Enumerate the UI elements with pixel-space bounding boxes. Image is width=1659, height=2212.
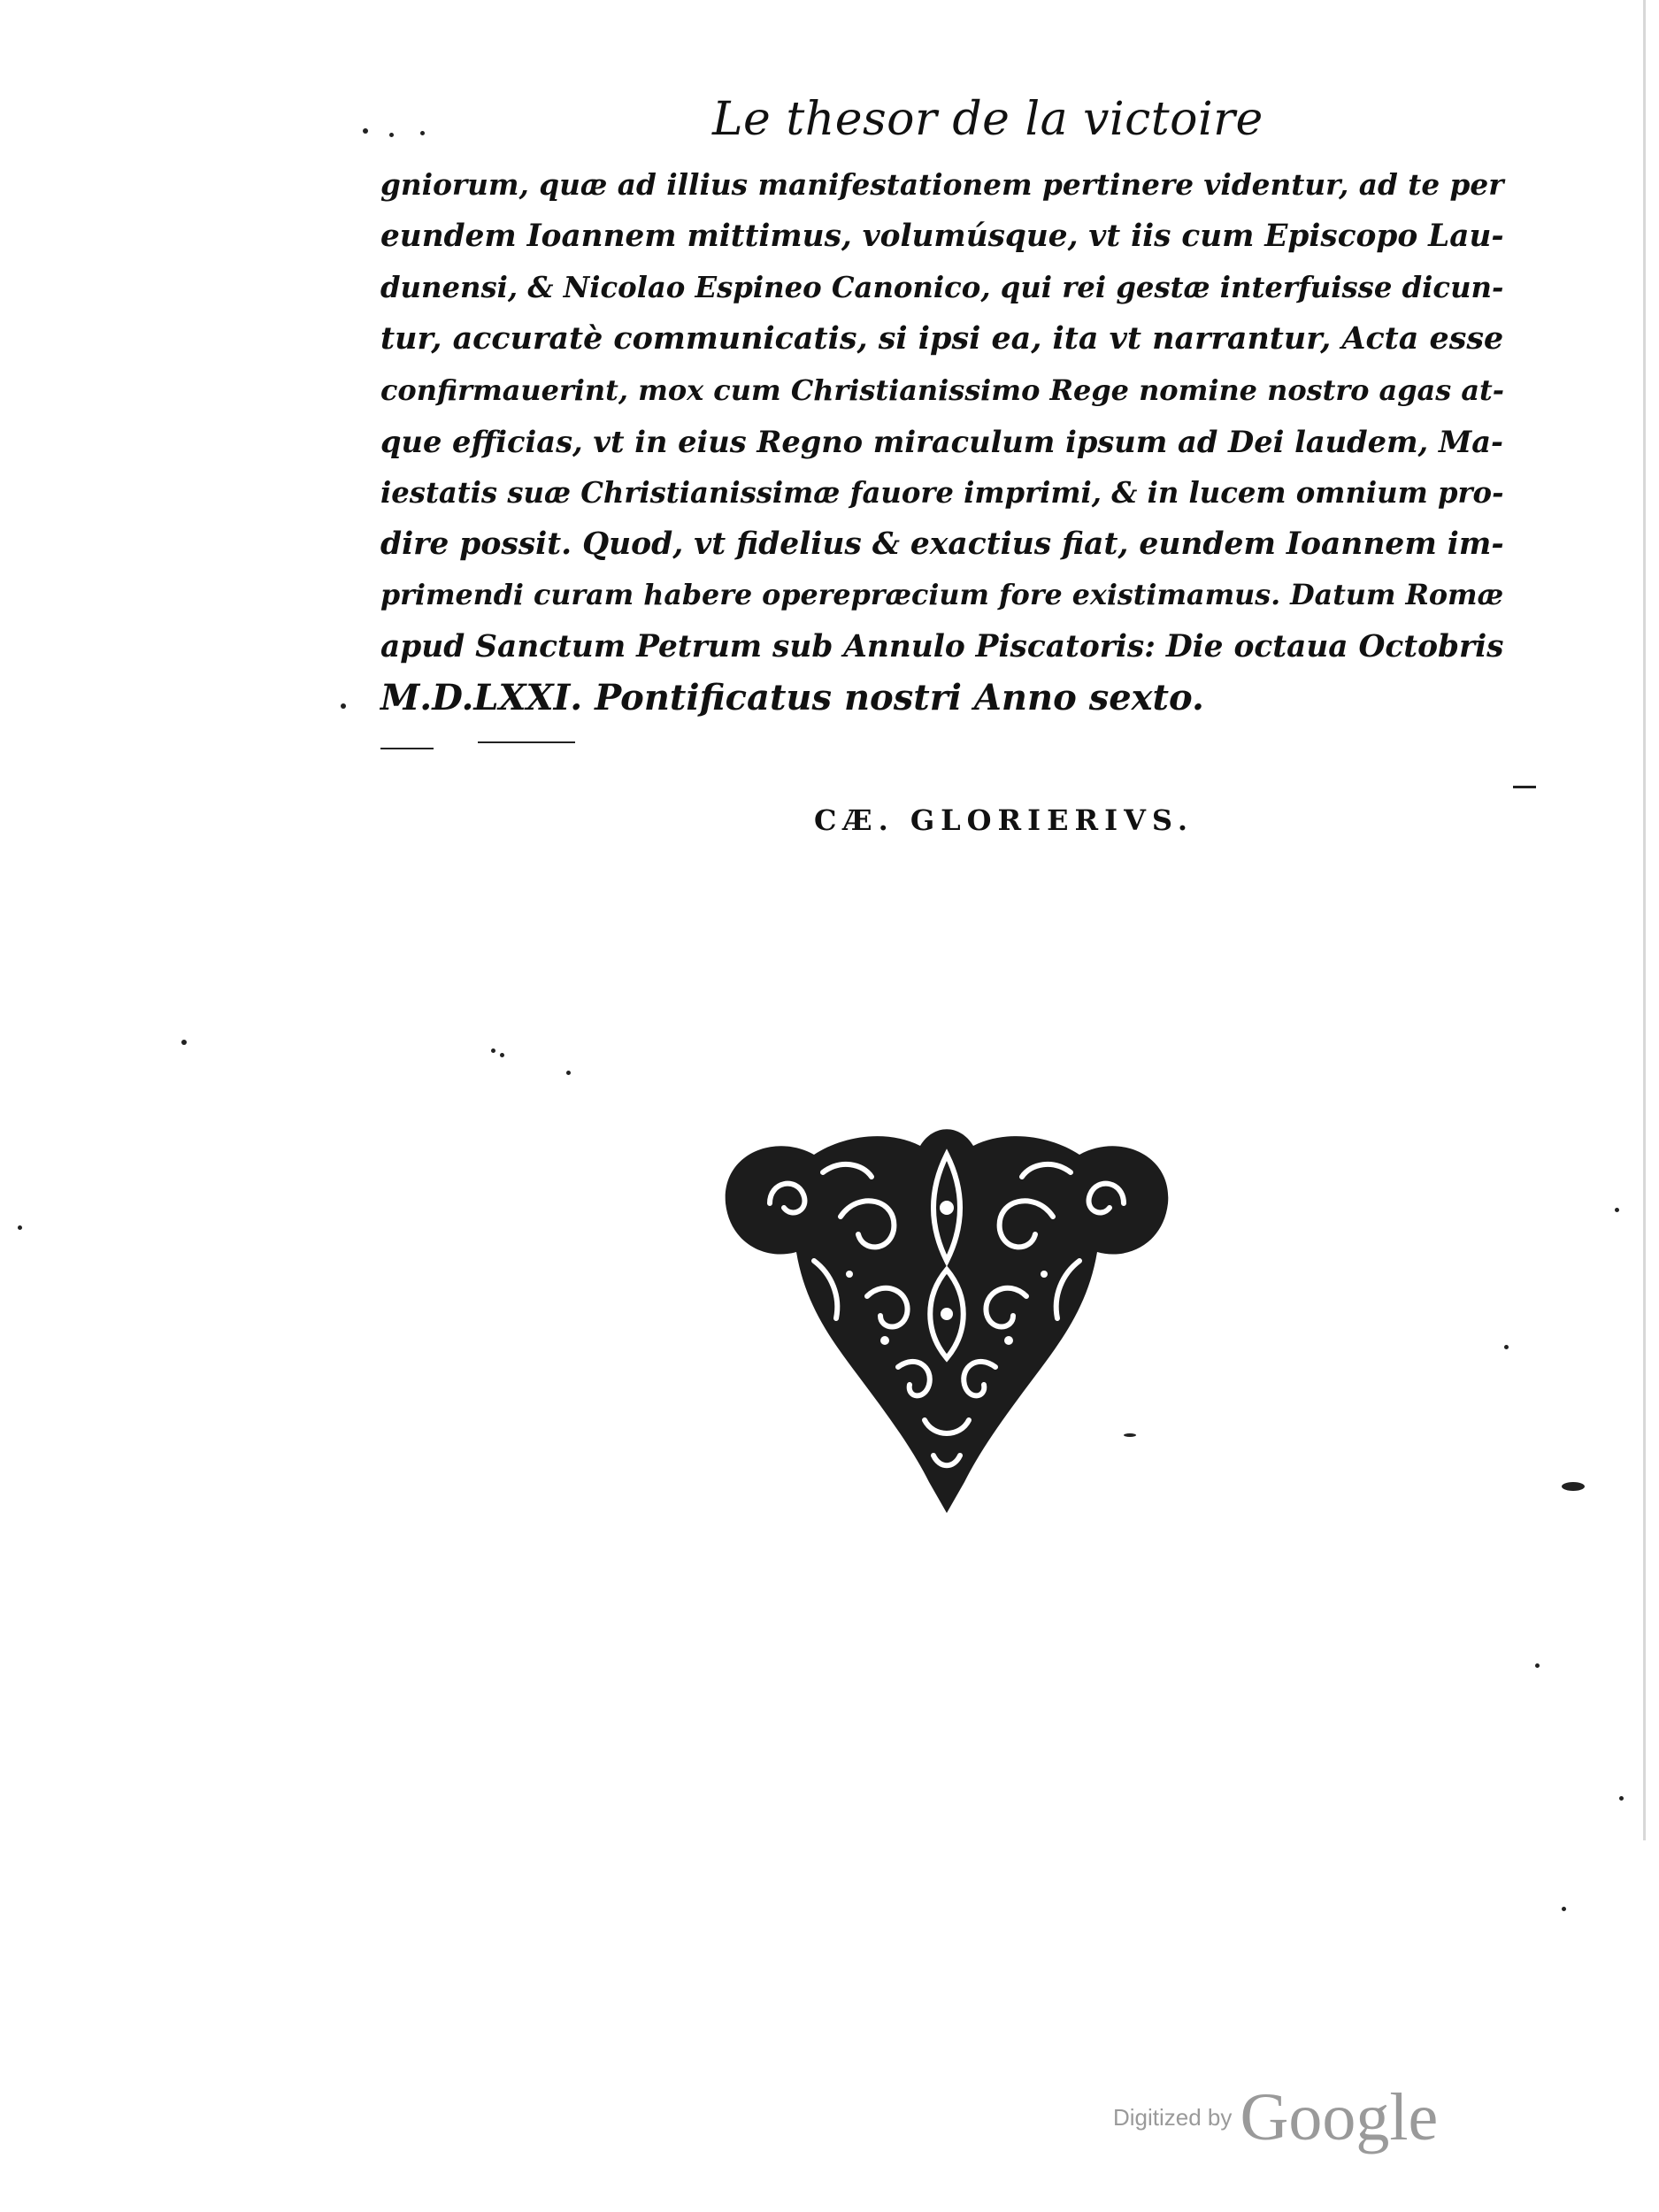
body-text	[380, 159, 1504, 724]
scan-speck	[1615, 1208, 1619, 1212]
google-logo: Google	[1240, 2080, 1439, 2154]
body-line: eundem Ioannem mittimus, volumúsque, vt iis cum Episcopo Lau-	[380, 219, 1504, 254]
scan-speck	[341, 703, 346, 709]
scan-speck	[389, 133, 394, 137]
floral-vignette-icon	[708, 1119, 1186, 1526]
scan-speck	[566, 1071, 571, 1075]
digitized-by-label: Digitized by	[1113, 2104, 1233, 2131]
body-line: tur, accuratè communicatis, si ipsi ea, ita vt narrantur, Acta esse	[380, 320, 1504, 357]
signature: CÆ. GLORIERIVS.	[814, 803, 1194, 837]
scan-speck	[500, 1053, 504, 1057]
scan-speck	[1562, 1482, 1585, 1491]
scan-mark	[1513, 786, 1536, 788]
body-line: gniorum, quæ ad illius manifestationem pertinere videntur, ad te per	[380, 167, 1504, 202]
running-head: Le thesor de la victoire	[712, 93, 1263, 146]
scan-mark	[1643, 0, 1646, 1840]
scan-speck	[1619, 1796, 1624, 1801]
scan-speck	[491, 1048, 495, 1053]
body-line: dunensi, & Nicolao Espineo Canonico, qui rei gestæ interfuisse dicun-	[380, 271, 1504, 304]
body-line: iestatis suæ Christianissimæ fauore imprimi, & in lucem omnium pro-	[380, 476, 1504, 510]
body-line: primendi curam habere operepræcium fore existimamus. Datum Romæ	[380, 579, 1504, 611]
body-line: M.D.LXXI. Pontificatus nostri Anno sexto.	[380, 677, 1204, 718]
digitized-watermark	[1113, 2079, 1438, 2156]
scan-speck	[1124, 1433, 1136, 1437]
body-line: que efficias, vt in eius Regno miraculum ipsum ad Dei laudem, Ma-	[380, 424, 1503, 459]
body-line: confirmauerint, mox cum Christianissimo Rege nomine nostro agas at-	[380, 373, 1505, 407]
body-line: apud Sanctum Petrum sub Annulo Piscatoris: Die octaua Octobris	[380, 629, 1504, 664]
scan-speck	[1504, 1345, 1509, 1349]
scan-speck	[181, 1040, 187, 1045]
scan-speck	[1562, 1907, 1566, 1911]
body-line: dire possit. Quod, vt fidelius & exactius fiat, eundem Ioannem im-	[380, 526, 1504, 562]
scan-speck	[420, 131, 425, 135]
scan-speck	[363, 128, 368, 134]
scan-mark	[478, 741, 575, 743]
scan-speck	[1535, 1663, 1540, 1668]
scan-speck	[18, 1225, 22, 1230]
scan-mark	[380, 748, 434, 749]
